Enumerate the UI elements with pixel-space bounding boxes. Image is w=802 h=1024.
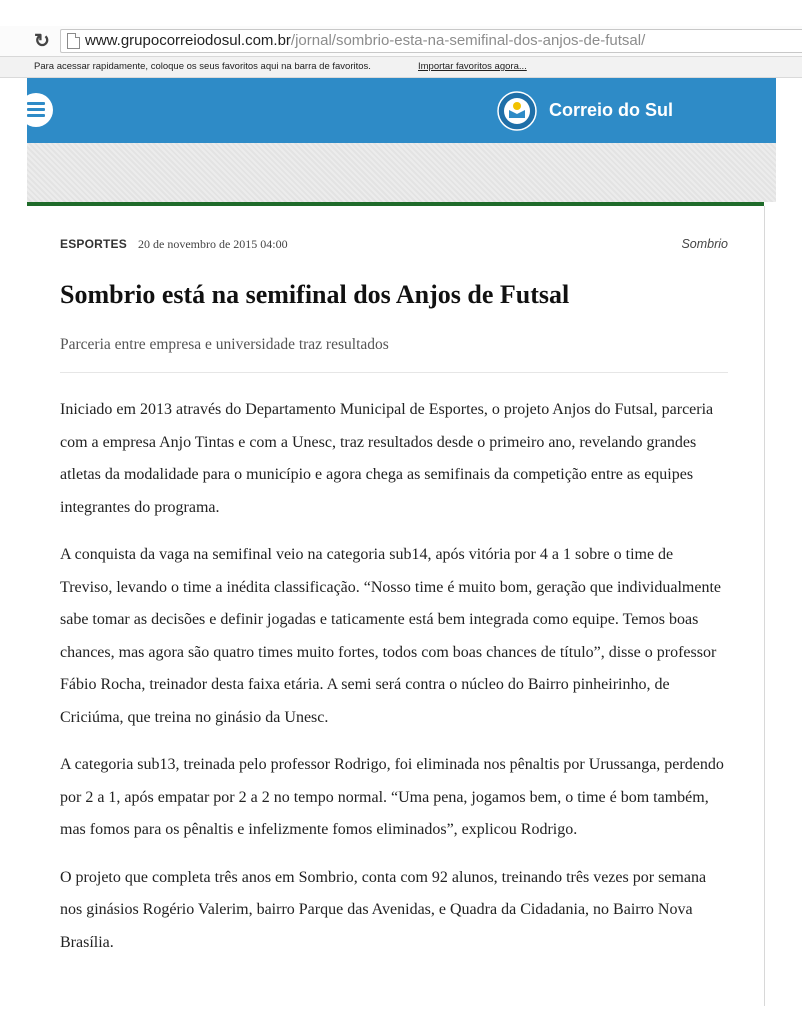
reload-icon[interactable]: ↻ <box>34 31 50 52</box>
page-icon <box>67 33 80 49</box>
paragraph: A conquista da vaga na semifinal veio na categoria sub14, após vitória por 4 a 1 sobre o time de Treviso, levando o time a inédita classificação. “Nosso time é muito bom, geração que individualmente sabe tomar as decisões e definir jogadas e taticamente está bem integrada como equipe. Temos boas chances, mas agora são quatro times muito fortes, todos com boas chances de título”, disse o professor Fábio Rocha, treinador desta faixa etária. A semi será contra o núcleo do Bairro pinheirinho, de Criciúma, que treina no ginásio da Unesc. <box>60 546 722 726</box>
article-title: Sombrio está na semifinal dos Anjos de Futsal <box>60 280 570 309</box>
bookmarks-bar <box>0 57 802 78</box>
paragraph: O projeto que completa três anos em Sombrio, conta com 92 alunos, treinando três vezes por semana nos ginásios Rogério Valerim, bairro Parque das Avenidas, e Quadra da Cidadania, no Bairro Nova Brasília. <box>60 868 707 951</box>
url-path: /jornal/sombrio-esta-na-semifinal-dos-anjos-de-futsal/ <box>290 32 646 49</box>
browser-address-bar <box>0 26 802 57</box>
divider <box>60 372 728 373</box>
article-category[interactable]: ESPORTES <box>60 237 127 251</box>
bookmarks-message: Para acessar rapidamente, coloque os seus favoritos aqui na barra de favoritos. <box>34 61 371 72</box>
site-header <box>27 78 776 143</box>
import-bookmarks-link[interactable]: Importar favoritos agora... <box>418 61 527 72</box>
hamburger-menu-icon[interactable] <box>19 93 53 127</box>
article-date: 20 de novembro de 2015 04:00 <box>138 237 288 251</box>
url-domain: www.grupocorreiodosul.com.br <box>85 32 291 49</box>
url-input[interactable] <box>60 29 802 53</box>
banner-area <box>27 143 776 202</box>
correio-do-sul-logo[interactable] <box>497 91 537 131</box>
article-subtitle: Parceria entre empresa e universidade traz resultados <box>60 336 389 353</box>
site-name[interactable]: Correio do Sul <box>549 100 674 120</box>
accent-bar <box>27 202 764 206</box>
content-border <box>764 206 765 1006</box>
article-body <box>60 394 728 974</box>
url-text[interactable] <box>85 32 645 49</box>
paragraph: Iniciado em 2013 através do Departamento Municipal de Esportes, o projeto Anjos do Futsal, parceria com a empresa Anjo Tintas e com a Unesc, traz resultados desde o primeiro ano, revelando grandes atletas da modalidade para o município e agora chega as semifinais da competição entre as equipes integrantes do programa. <box>60 401 714 516</box>
paragraph: A categoria sub13, treinada pelo professor Rodrigo, foi eliminada nos pênaltis por Urussanga, perdendo por 2 a 1, após empatar por 2 a 2 no tempo normal. “Uma pena, jogamos bem, o time é bom também, mas fomos para os pênaltis e infelizmente fomos eliminados”, explicou Rodrigo. <box>60 756 724 838</box>
article-location: Sombrio <box>681 237 728 251</box>
